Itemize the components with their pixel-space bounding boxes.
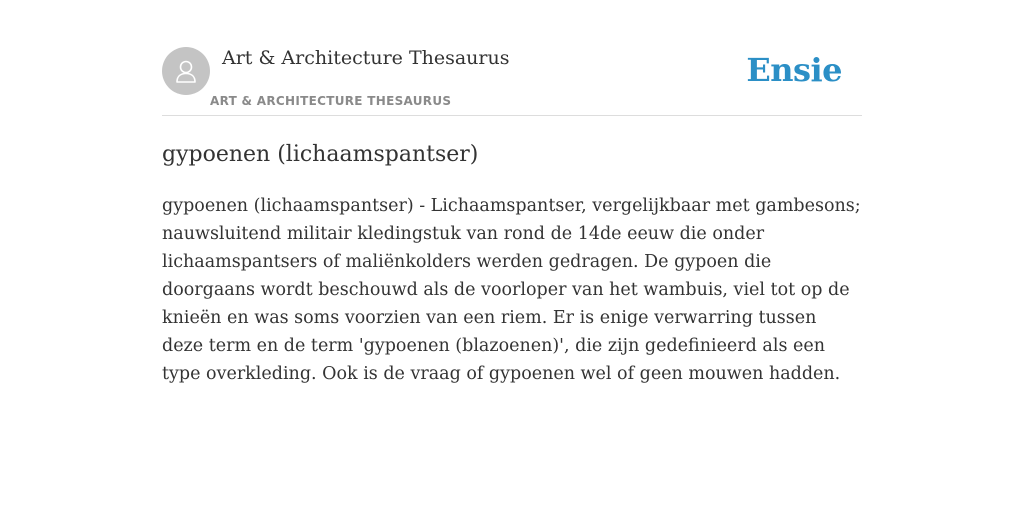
definition-text: gypoenen (lichaamspantser) - Lichaamspantser, vergelijkbaar met gambesons; nauwsluitend militair kledingstuk van rond de 14de eeuw die onder lichaamspantsers of maliënkolders werden gedragen. De gypoen die doorgaans wordt beschouwd als de voorloper van het wambuis, viel tot op de knieën en was soms voorzien van een riem. Er is enige verwarring tussen deze term en de term 'gypoenen (blazoenen)', die zijn gedefinieerd als een type overkleding. Ook is de vraag of gypoenen wel of geen mouwen hadden. — [162, 196, 861, 384]
source-subtitle: ART & ARCHITECTURE THESAURUS — [210, 94, 452, 108]
avatar[interactable] — [162, 47, 210, 95]
page-header — [162, 0, 862, 116]
content-container — [162, 0, 862, 384]
brand-logo[interactable]: Ensie — [746, 51, 842, 89]
page-title: gypoenen (lichaamspantser) — [162, 142, 479, 167]
user-icon — [172, 57, 200, 85]
source-title[interactable]: Art & Architecture Thesaurus — [222, 47, 510, 69]
